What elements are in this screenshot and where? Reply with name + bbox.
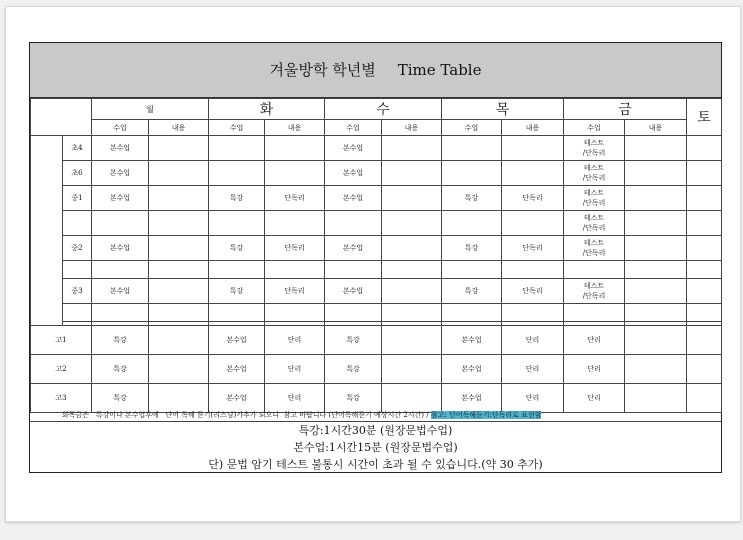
title-korean: 겨울방학 학년별 (269, 61, 376, 79)
cell-tue-class: 특강 (209, 186, 265, 211)
cell-sat (687, 186, 722, 211)
cell-thu-class: 본수업 (442, 355, 502, 384)
day-header-tue: 화 (209, 99, 325, 120)
cell-fri-content (625, 136, 687, 161)
cell-tue-class: 본수업 (209, 355, 265, 384)
grade-label: 중1 (63, 186, 92, 211)
table-row (31, 304, 722, 322)
cell-mon-class (92, 261, 149, 279)
table-row (31, 161, 722, 186)
cell-fri-class: 단리 (564, 384, 625, 413)
cell-thu-content (502, 211, 564, 236)
cell-sat (687, 211, 722, 236)
grade-label: 고2 (31, 355, 92, 384)
cell-mon-content (149, 326, 209, 355)
note-main-class: 본수업:1시간15분 (원장문법수업) (293, 441, 458, 454)
cell-wed-content (382, 304, 442, 322)
cell-tue-content (265, 304, 325, 322)
cell-fri-class (564, 304, 625, 322)
cell-tue-content: 단독리 (265, 186, 325, 211)
cell-fri-class: 테스트 /단독리 (564, 279, 625, 304)
cell-thu-content (502, 136, 564, 161)
cell-mon-content (149, 236, 209, 261)
cell-tue-class (209, 304, 265, 322)
cell-thu-class: 본수업 (442, 326, 502, 355)
grade-group-spacer (31, 136, 63, 326)
cell-fri-class: 테스트 /단독리 (564, 136, 625, 161)
cell-sat (687, 279, 722, 304)
cell-fri-class (564, 261, 625, 279)
cell-mon-content (149, 355, 209, 384)
grade-label: 중2 (63, 236, 92, 261)
note-disclaimer: 단) 문법 암기 테스트 불통시 시간이 초과 될 수 있습니다.(약 30 추가) (208, 458, 543, 471)
cell-wed-content (382, 326, 442, 355)
subheader-class: 수업 (92, 120, 149, 136)
cell-fri-content (625, 279, 687, 304)
day-header-fri: 금 (564, 99, 687, 120)
subheader-content: 내용 (382, 120, 442, 136)
cell-wed-content (382, 186, 442, 211)
grade-label: 초6 (63, 161, 92, 186)
cell-mon-class: 특강 (92, 355, 149, 384)
day-header-sat: 토 (687, 99, 722, 136)
cell-tue-class: 본수업 (209, 384, 265, 413)
cell-wed-class: 본수업 (325, 186, 382, 211)
table-row (31, 261, 722, 279)
cell-mon-content (149, 304, 209, 322)
cell-fri-content (625, 236, 687, 261)
note-special-class: 특강:1시간30분 (원장문법수업) (298, 424, 453, 437)
note-top-text: 화목금은 특강이나 본수업후에 단어 독해 듣기(리스닝)가추가 되오니 참고 바랍니다 (단어독해듣기 예상시간 2시간) / (62, 411, 431, 419)
cell-wed-content (382, 279, 442, 304)
grade-label (63, 304, 92, 322)
cell-sat (687, 236, 722, 261)
cell-tue-class (209, 161, 265, 186)
cell-wed-class (325, 261, 382, 279)
table-row (31, 236, 722, 261)
cell-fri-class: 테스트 /단독리 (564, 236, 625, 261)
cell-wed-content (382, 211, 442, 236)
cell-mon-content (149, 136, 209, 161)
day-header-thu: 목 (442, 99, 564, 120)
cell-thu-class: 특강 (442, 186, 502, 211)
cell-mon-class: 본수업 (92, 279, 149, 304)
cell-mon-class: 본수업 (92, 161, 149, 186)
cell-fri-content (625, 355, 687, 384)
cell-wed-content (382, 136, 442, 161)
cell-tue-content (265, 261, 325, 279)
table-row (31, 186, 722, 211)
subheader-class: 수업 (325, 120, 382, 136)
subheader-class: 수업 (564, 120, 625, 136)
cell-fri-content (625, 186, 687, 211)
cell-tue-class: 특강 (209, 279, 265, 304)
subheader-class: 수업 (209, 120, 265, 136)
cell-thu-content: 단독리 (502, 186, 564, 211)
cell-sat (687, 326, 722, 355)
cell-wed-class: 본수업 (325, 279, 382, 304)
cell-tue-content (265, 211, 325, 236)
cell-mon-class: 본수업 (92, 186, 149, 211)
note-additional-info (30, 409, 721, 422)
cell-wed-content (382, 261, 442, 279)
cell-tue-content (265, 136, 325, 161)
cell-fri-class: 단리 (564, 355, 625, 384)
cell-wed-class: 특강 (325, 355, 382, 384)
timetable-sheet (29, 42, 722, 473)
cell-thu-class: 본수업 (442, 384, 502, 413)
cell-wed-class: 특강 (325, 326, 382, 355)
day-header-mon: 월 (92, 99, 209, 120)
timetable-title (30, 43, 721, 98)
grade-label: 고3 (31, 384, 92, 413)
cell-tue-class: 특강 (209, 236, 265, 261)
cell-tue-content: 단리 (265, 355, 325, 384)
cell-thu-content: 단독리 (502, 236, 564, 261)
cell-thu-content (502, 304, 564, 322)
cell-fri-class: 테스트 /단독리 (564, 161, 625, 186)
cell-thu-class (442, 161, 502, 186)
cell-mon-class: 본수업 (92, 236, 149, 261)
cell-wed-class: 본수업 (325, 136, 382, 161)
cell-wed-content (382, 236, 442, 261)
cell-mon-class (92, 211, 149, 236)
cell-mon-content (149, 279, 209, 304)
table-row (31, 326, 722, 355)
cell-wed-class (325, 304, 382, 322)
cell-fri-content (625, 211, 687, 236)
corner-cell (31, 99, 92, 136)
cell-mon-class: 본수업 (92, 136, 149, 161)
cell-tue-class (209, 261, 265, 279)
cell-fri-content (625, 161, 687, 186)
cell-thu-class: 특강 (442, 236, 502, 261)
cell-thu-content: 단리 (502, 326, 564, 355)
grade-label: 중3 (63, 279, 92, 304)
cell-thu-content (502, 261, 564, 279)
cell-thu-class (442, 136, 502, 161)
cell-thu-class: 특강 (442, 279, 502, 304)
cell-mon-class: 특강 (92, 384, 149, 413)
document-page (5, 6, 741, 522)
cell-tue-class (209, 211, 265, 236)
subheader-content: 내용 (502, 120, 564, 136)
cell-fri-content (625, 261, 687, 279)
cell-thu-class (442, 304, 502, 322)
subheader-class: 수업 (442, 120, 502, 136)
table-row (31, 355, 722, 384)
cell-tue-class: 본수업 (209, 326, 265, 355)
cell-tue-content: 단독리 (265, 236, 325, 261)
subheader-content: 내용 (625, 120, 687, 136)
title-english: Time Table (397, 61, 482, 79)
cell-thu-content: 단리 (502, 355, 564, 384)
cell-wed-content (382, 161, 442, 186)
cell-thu-class (442, 261, 502, 279)
table-row (31, 279, 722, 304)
cell-fri-class: 단리 (564, 326, 625, 355)
subheader-content: 내용 (265, 120, 325, 136)
note-highlight: 참고: 단어독해듣기:단독리로 표현함 (430, 411, 542, 419)
cell-mon-content (149, 161, 209, 186)
cell-tue-content: 단독리 (265, 279, 325, 304)
subheader-content: 내용 (149, 120, 209, 136)
cell-sat (687, 355, 722, 384)
cell-tue-content: 단리 (265, 384, 325, 413)
grade-label (63, 211, 92, 236)
cell-sat (687, 304, 722, 322)
cell-mon-content (149, 186, 209, 211)
cell-thu-class (442, 211, 502, 236)
cell-thu-content (502, 161, 564, 186)
day-header-wed: 수 (325, 99, 442, 120)
cell-tue-class (209, 136, 265, 161)
cell-wed-class: 특강 (325, 384, 382, 413)
cell-fri-content (625, 304, 687, 322)
cell-fri-content (625, 326, 687, 355)
cell-mon-class: 특강 (92, 326, 149, 355)
cell-wed-class: 본수업 (325, 236, 382, 261)
cell-wed-class (325, 211, 382, 236)
cell-sat (687, 136, 722, 161)
grade-label: 고1 (31, 326, 92, 355)
cell-mon-class (92, 304, 149, 322)
cell-fri-class: 테스트 /단독리 (564, 186, 625, 211)
cell-thu-content: 단독리 (502, 279, 564, 304)
cell-thu-content: 단리 (502, 384, 564, 413)
cell-sat (687, 261, 722, 279)
timetable (30, 98, 722, 413)
cell-wed-content (382, 355, 442, 384)
table-row (31, 136, 722, 161)
cell-mon-content (149, 211, 209, 236)
cell-sat (687, 161, 722, 186)
cell-tue-content (265, 161, 325, 186)
cell-fri-class: 테스트 /단독리 (564, 211, 625, 236)
notes-section (30, 409, 721, 472)
grade-label (63, 261, 92, 279)
table-row (31, 211, 722, 236)
cell-tue-content: 단리 (265, 326, 325, 355)
cell-wed-class: 본수업 (325, 161, 382, 186)
grade-label: 초4 (63, 136, 92, 161)
cell-mon-content (149, 261, 209, 279)
